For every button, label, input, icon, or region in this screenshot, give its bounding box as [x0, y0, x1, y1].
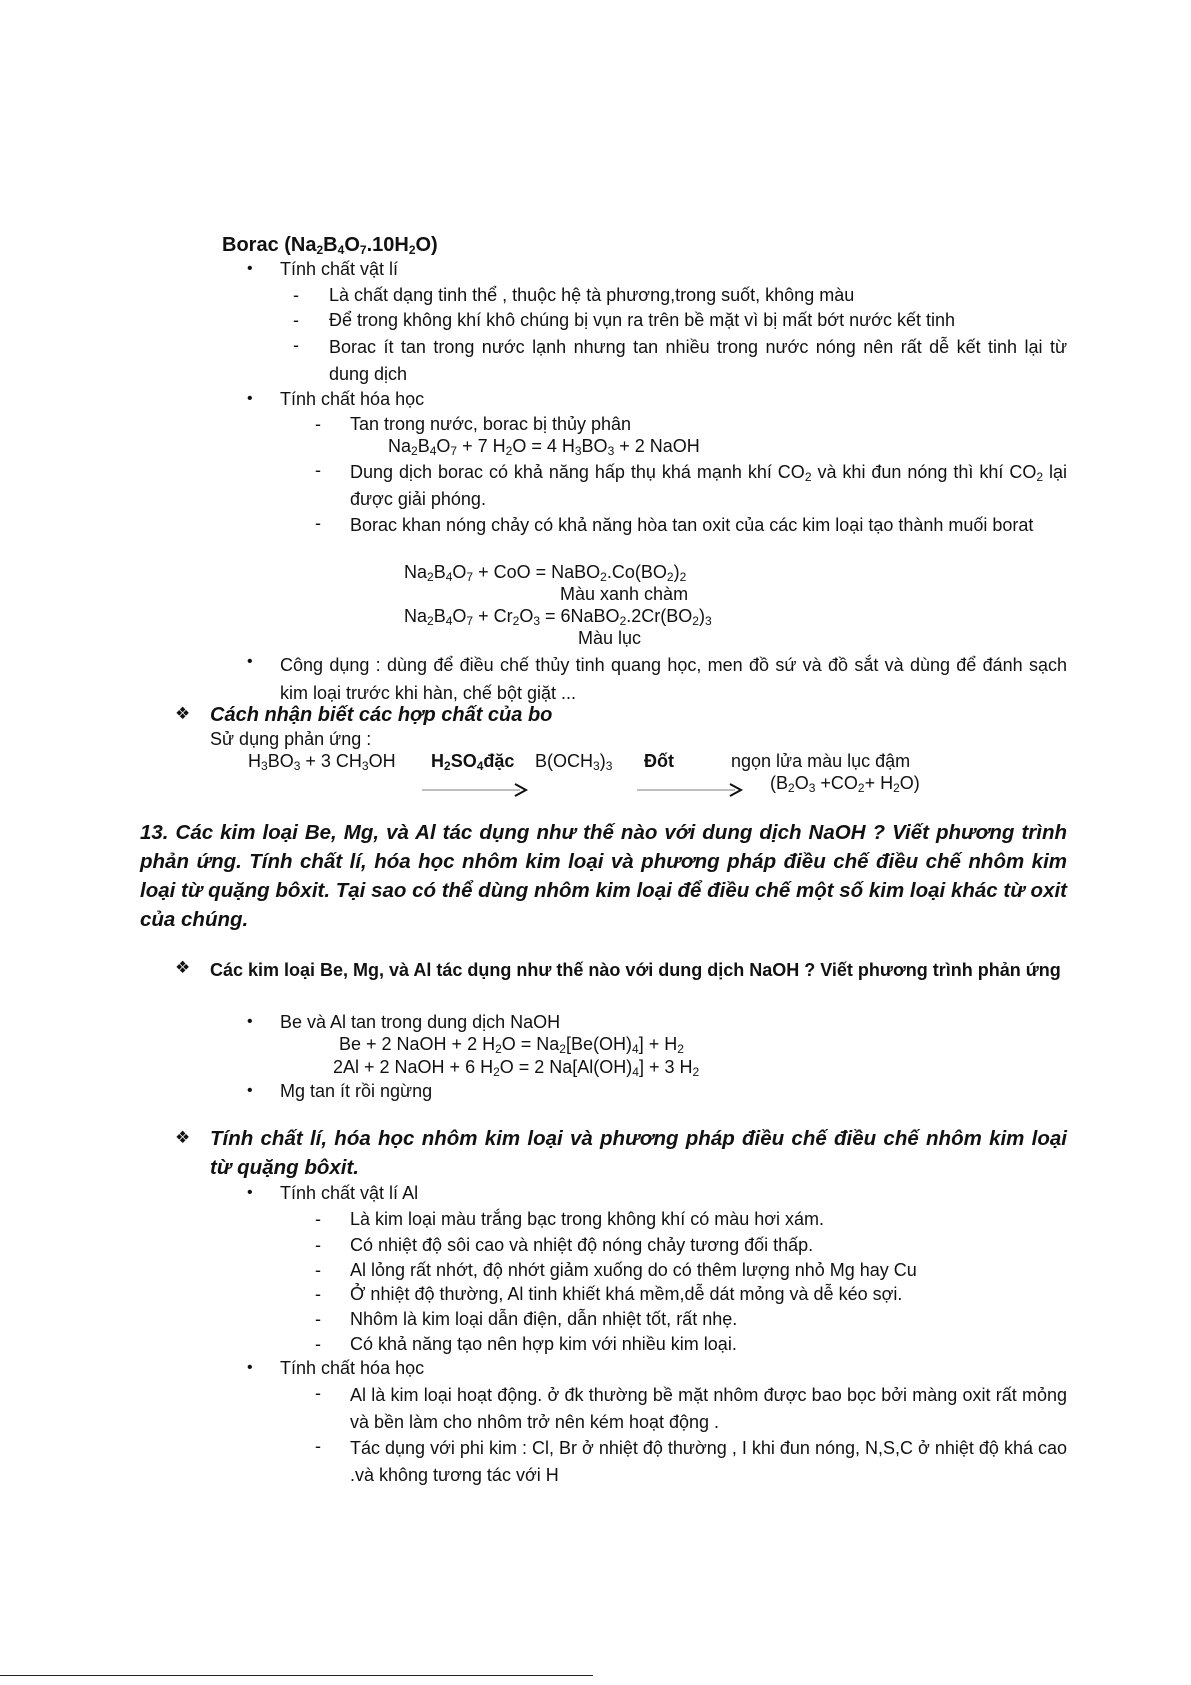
bullet-icon: •: [247, 1184, 253, 1201]
dash-icon: -: [315, 1260, 321, 1280]
dash-icon: -: [315, 1209, 321, 1229]
diamond-bullet-icon: ❖: [175, 1128, 191, 1147]
aluminium-physical-label: Tính chất vật lí Al: [280, 1183, 419, 1203]
equation-al-naoh: 2Al + 2 NaOH + 6 $H_2O = 2$ $Na[Al(OH)_4] + 3$ $H_2$: [333, 1057, 700, 1079]
reaction-arrow-icon: [422, 783, 532, 797]
equation-borac-coo: $Na_2B_4O_7$ + CoO = $NaBO_2.Co(BO_2)_2$: [404, 562, 687, 584]
naoh-item: Be và Al tan trong dung dịch NaOH: [280, 1012, 561, 1032]
aluminium-section-title: Tính chất lí, hóa học nhôm kim loại và phương pháp điều chế điều chế nhôm kim loại từ quặng bôxit.: [210, 1127, 1067, 1179]
footnote-divider: [0, 1675, 593, 1676]
dash-icon: -: [293, 335, 299, 355]
reaction-intermediate: $B(OCH_3)_3$: [535, 751, 613, 773]
borac-physical-item: Borac ít tan trong nước lạnh nhưng tan nhiều trong nước nóng nên rất dễ kết tinh lại từ dung dịch: [329, 337, 1067, 384]
reaction-products: $(B_2O_3 +CO_2+ H_2O)$: [770, 773, 920, 795]
question-13-heading: 13. Các kim loại Be, Mg, và Al tác dụng như thế nào với dung dịch NaOH ? Viết phương trình phản ứng. Tính chất lí, hóa học nhôm kim loại và phương pháp điều chế điều chế nhôm kim loại từ quặng bôxit. Tại sao có thể dùng nhôm kim loại để điều chế một số kim loại khác từ oxit của chúng.: [140, 821, 1067, 931]
dash-icon: -: [315, 1436, 321, 1456]
bullet-icon: •: [247, 1359, 253, 1376]
aluminium-physical-item: Có khả năng tạo nên hợp kim với nhiều kim loại.: [350, 1334, 737, 1354]
reaction-reactants: $H_3BO_3 + 3$ $CH_3OH$: [248, 751, 396, 773]
bullet-icon: •: [247, 1013, 253, 1030]
borac-chemical-item: Tan trong nước, borac bị thủy phân: [350, 414, 632, 434]
equation-note: Màu lục: [578, 628, 642, 648]
diamond-bullet-icon: ❖: [175, 704, 191, 723]
aluminium-physical-item: Al lỏng rất nhớt, độ nhớt giảm xuống do có thêm lượng nhỏ Mg hay Cu: [350, 1260, 917, 1280]
naoh-item: Mg tan ít rồi ngừng: [280, 1081, 433, 1101]
dash-icon: -: [293, 310, 299, 330]
aluminium-chemical-item: Tác dụng với phi kim : Cl, Br ở nhiệt độ thường , I khi đun nóng, N,S,C ở nhiệt độ khá cao .và không tương tác với H: [350, 1438, 1067, 1485]
borac-physical-item: Là chất dạng tinh thể , thuộc hệ tà phương,trong suốt, không màu: [329, 285, 855, 305]
equation-borac-hydrolysis: $Na_2B_4O_7 + 7$ $H_2O = 4$ $H_3BO_3 + 2$ NaOH: [388, 436, 700, 458]
bullet-icon: •: [247, 390, 253, 407]
aluminium-chemical-item: Al là kim loại hoạt động. ở đk thường bề mặt nhôm được bao bọc bởi màng oxit rất mỏng và bền làm cho nhôm trở nên kém hoạt động .: [350, 1385, 1067, 1432]
equation-borac-cr2o3: $Na_2B_4O_7 + Cr_2O_3$ = $6NaBO_2.2Cr(BO_2)_3$: [404, 606, 712, 628]
equation-note: Màu xanh chàm: [560, 584, 689, 604]
reaction-arrow-icon: [637, 783, 747, 797]
borac-usage: Công dụng : dùng để điều chế thủy tinh quang học, men đồ sứ và đồ sắt và dùng để đánh sạch kim loại trước khi hàn, chế bột giặt ...: [280, 655, 1067, 703]
borac-physical-item: Để trong không khí khô chúng bị vụn ra trên bề mặt vì bị mất bớt nước kết tinh: [329, 310, 955, 330]
naoh-section-title: Các kim loại Be, Mg, và Al tác dụng như thế nào với dung dịch NaOH ? Viết phương trình phản ứng: [210, 960, 1061, 980]
identify-intro: Sử dụng phản ứng :: [210, 729, 372, 749]
reaction-condition-h2so4: $H_2SO_4đặc$: [431, 751, 515, 773]
aluminium-chemical-label: Tính chất hóa học: [280, 1358, 425, 1378]
aluminium-physical-item: Là kim loại màu trắng bạc trong không khí có màu hơi xám.: [350, 1209, 825, 1229]
dash-icon: -: [315, 1235, 321, 1255]
dash-icon: -: [315, 414, 321, 434]
dash-icon: -: [293, 285, 299, 305]
dash-icon: -: [315, 460, 321, 480]
bullet-icon: •: [247, 653, 253, 670]
borac-title: Borac $(Na_2B_4O_7.10H_2O)$: [222, 234, 438, 257]
borac-chemical-item: Borac khan nóng chảy có khả năng hòa tan oxit của các kim loại tạo thành muối borat: [350, 515, 1034, 535]
aluminium-physical-item: Có nhiệt độ sôi cao và nhiệt độ nóng chảy tương đối thấp.: [350, 1235, 814, 1255]
aluminium-physical-item: Nhôm là kim loại dẫn điện, dẫn nhiệt tốt, rất nhẹ.: [350, 1309, 738, 1329]
identify-title: Cách nhận biết các hợp chất của bo: [210, 704, 553, 726]
equation-be-naoh: Be + 2 NaOH + 2 $H_2O = Na_2[Be(OH)_4] + H_2$: [339, 1034, 684, 1056]
reaction-condition-burn: Đốt: [644, 751, 674, 771]
dash-icon: -: [315, 1309, 321, 1329]
dash-icon: -: [315, 1334, 321, 1354]
bullet-icon: •: [247, 260, 253, 277]
reaction-flame: ngọn lửa màu lục đậm: [731, 751, 911, 771]
dash-icon: -: [315, 1383, 321, 1403]
borac-physical-label: Tính chất vật lí: [280, 259, 399, 279]
diamond-bullet-icon: ❖: [175, 958, 191, 977]
dash-icon: -: [315, 1284, 321, 1304]
borac-chemical-label: Tính chất hóa học: [280, 389, 425, 409]
borac-chemical-item: Dung dịch borac có khả năng hấp thụ khá mạnh khí $CO_2$ và khi đun nóng thì khí $CO_2$ lại được giải phóng.: [350, 462, 1067, 509]
dash-icon: -: [315, 513, 321, 533]
aluminium-physical-item: Ở nhiệt độ thường, Al tinh khiết khá mềm,dễ dát mỏng và dễ kéo sợi.: [350, 1284, 903, 1304]
bullet-icon: •: [247, 1082, 253, 1099]
